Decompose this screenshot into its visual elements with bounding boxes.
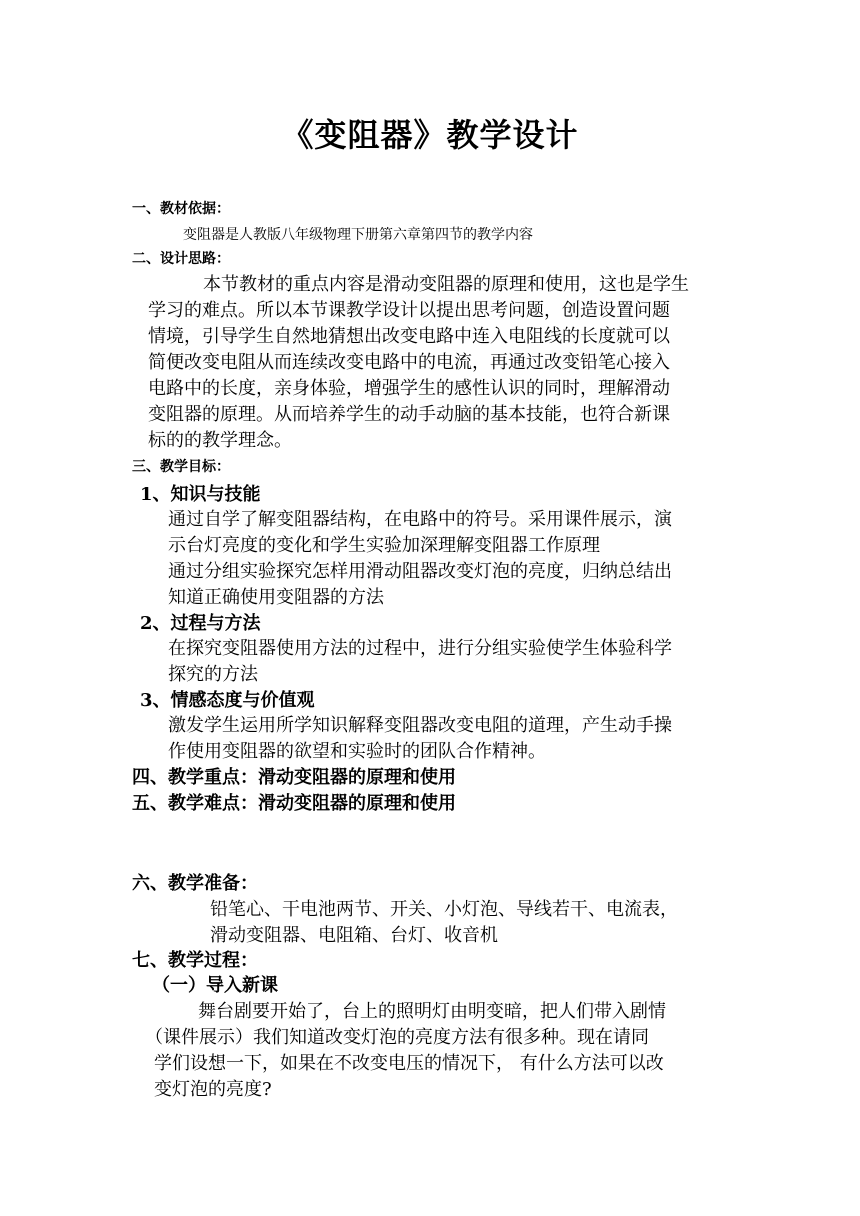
page-title: 《变阻器》教学设计 xyxy=(281,116,579,154)
subsection-line: 通过自学了解变阻器结构，在电路中的符号。采用课件展示，演 xyxy=(168,509,672,530)
section-2-line: 电路中的长度，亲身体验，增强学生的感性认识的同时，理解滑动 xyxy=(148,378,670,399)
subsection-line: 激发学生运用所学知识解释变阻器改变电阻的道理，产生动手操 xyxy=(168,715,672,736)
subsection-heading: （一）导入新课 xyxy=(152,975,278,996)
section-7-line: （课件展示）我们知道改变灯泡的亮度方法有很多种。现在请同 xyxy=(145,1027,649,1048)
section-7-line: 舞台剧要开始了，台上的照明灯由明变暗，把人们带入剧情 xyxy=(198,1001,666,1022)
section-6-heading: 六、教学准备： xyxy=(132,873,258,894)
section-7-heading: 七、教学过程： xyxy=(132,950,258,971)
subsection-line: 探究的方法 xyxy=(168,664,258,685)
section-7-line: 学们设想一下，如果在不改变电压的情况下， 有什么方法可以改 xyxy=(154,1053,664,1074)
section-6-line: 铅笔心、干电池两节、开关、小灯泡、导线若干、电流表， xyxy=(210,899,678,920)
section-2-line: 学习的难点。所以本节课教学设计以提出思考问题，创造设置问题 xyxy=(148,300,670,321)
subsection-line: 知道正确使用变阻器的方法 xyxy=(168,587,384,608)
subsection-heading: 3、情感态度与价值观 xyxy=(140,690,315,711)
section-2-line: 简便改变电阻从而连续改变电路中的电流，再通过改变铅笔心接入 xyxy=(148,352,670,373)
section-3-heading: 三、教学目标： xyxy=(132,459,230,475)
subsection-line: 作使用变阻器的欲望和实验时的团队合作精神。 xyxy=(168,741,546,762)
section-1-heading: 一、教材依据： xyxy=(132,201,230,217)
section-6-line: 滑动变阻器、电阻箱、台灯、收音机 xyxy=(210,925,498,946)
section-2-line: 本节教材的重点内容是滑动变阻器的原理和使用，这也是学生 xyxy=(203,274,689,295)
subsection-heading: 1、知识与技能 xyxy=(140,484,261,505)
section-2-line: 变阻器的原理。从而培养学生的动手动脑的基本技能，也符合新课 xyxy=(148,404,670,425)
subsection-heading: 2、过程与方法 xyxy=(140,613,261,634)
section-2-line: 情境，引导学生自然地猜想出改变电路中连入电阻线的长度就可以 xyxy=(148,326,670,347)
section-2-line: 标的的教学理念。 xyxy=(148,430,292,451)
section-1-text: 变阻器是人教版八年级物理下册第六章第四节的教学内容 xyxy=(183,227,533,243)
section-4-heading: 四、教学重点：滑动变阻器的原理和使用 xyxy=(132,767,456,788)
subsection-line: 在探究变阻器使用方法的过程中，进行分组实验使学生体验科学 xyxy=(168,638,672,659)
subsection-line: 示台灯亮度的变化和学生实验加深理解变阻器工作原理 xyxy=(168,535,600,556)
subsection-line: 通过分组实验探究怎样用滑动阻器改变灯泡的亮度，归纳总结出 xyxy=(168,561,672,582)
section-2-heading: 二、设计思路： xyxy=(132,251,230,267)
section-5-heading: 五、教学难点：滑动变阻器的原理和使用 xyxy=(132,793,456,814)
section-7-line: 变灯泡的亮度? xyxy=(154,1079,272,1100)
